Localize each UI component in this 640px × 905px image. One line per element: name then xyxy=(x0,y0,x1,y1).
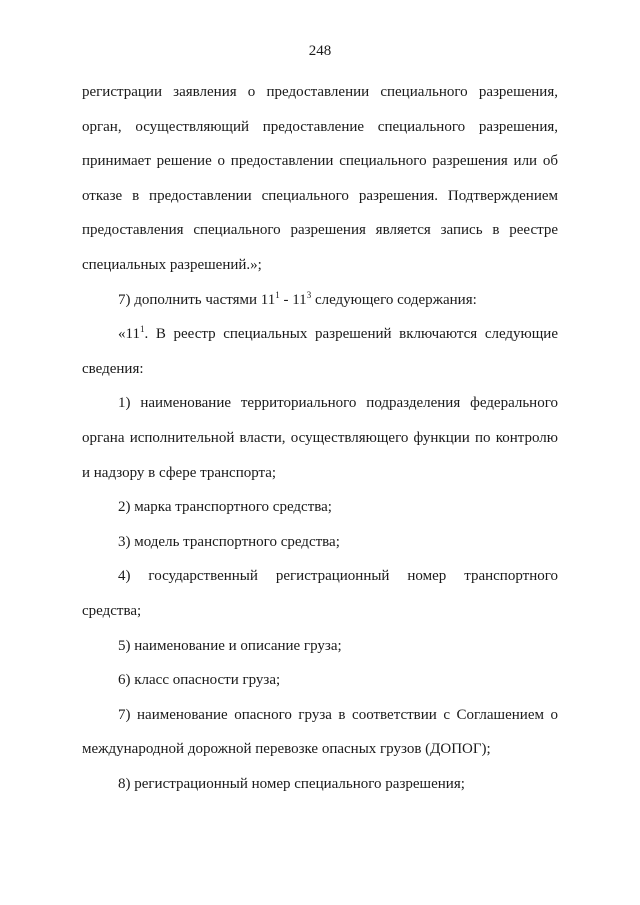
amendment-text-suffix: следующего содержания: xyxy=(311,291,477,308)
superscript: 1 xyxy=(275,289,280,300)
list-item: 3) модель транспортного средства; xyxy=(118,533,340,550)
superscript: 3 xyxy=(306,289,312,300)
amendment-text-prefix: 7) дополнить частями 11 xyxy=(118,291,276,308)
page-number: 248 xyxy=(308,43,332,59)
list-item: 1) наименование территориального подразделения федерального органа исполнительной власти, осуществляющего функции по контролю и надзору в сфере транспорта; xyxy=(82,395,558,481)
list-item: 4) государственный регистрационный номер транспортного средства; xyxy=(82,568,558,619)
list-item: 6) класс опасности груза; xyxy=(118,672,281,689)
part-text-suffix: . В реестр специальных разрешений включаются следующие сведения: xyxy=(82,326,558,377)
part-text-prefix: «11 xyxy=(118,326,140,343)
list-item: 5) наименование и описание груза; xyxy=(118,637,342,654)
list-item: 8) регистрационный номер специального разрешения; xyxy=(118,775,465,792)
amendment-text-mid: - 11 xyxy=(279,291,307,308)
paragraph-continuation: регистрации заявления о предоставлении специального разрешения, орган, осуществляющий предоставление специального разрешения, принимает решение о предоставлении специального разрешения или об отказе в предоставлении специального разрешения. Подтверждением предоставления специального разрешения является запись в реестре специальных разрешений.»; xyxy=(82,84,558,273)
document-body xyxy=(82,75,558,801)
paragraph-amendment-7 xyxy=(82,283,558,318)
paragraph-part-11-1 xyxy=(82,317,558,386)
superscript: 1 xyxy=(139,324,145,335)
list-item: 7) наименование опасного груза в соответствии с Соглашением о международной дорожной перевозке опасных грузов (ДОПОГ); xyxy=(82,706,558,758)
list-item: 2) марка транспортного средства; xyxy=(118,499,332,516)
